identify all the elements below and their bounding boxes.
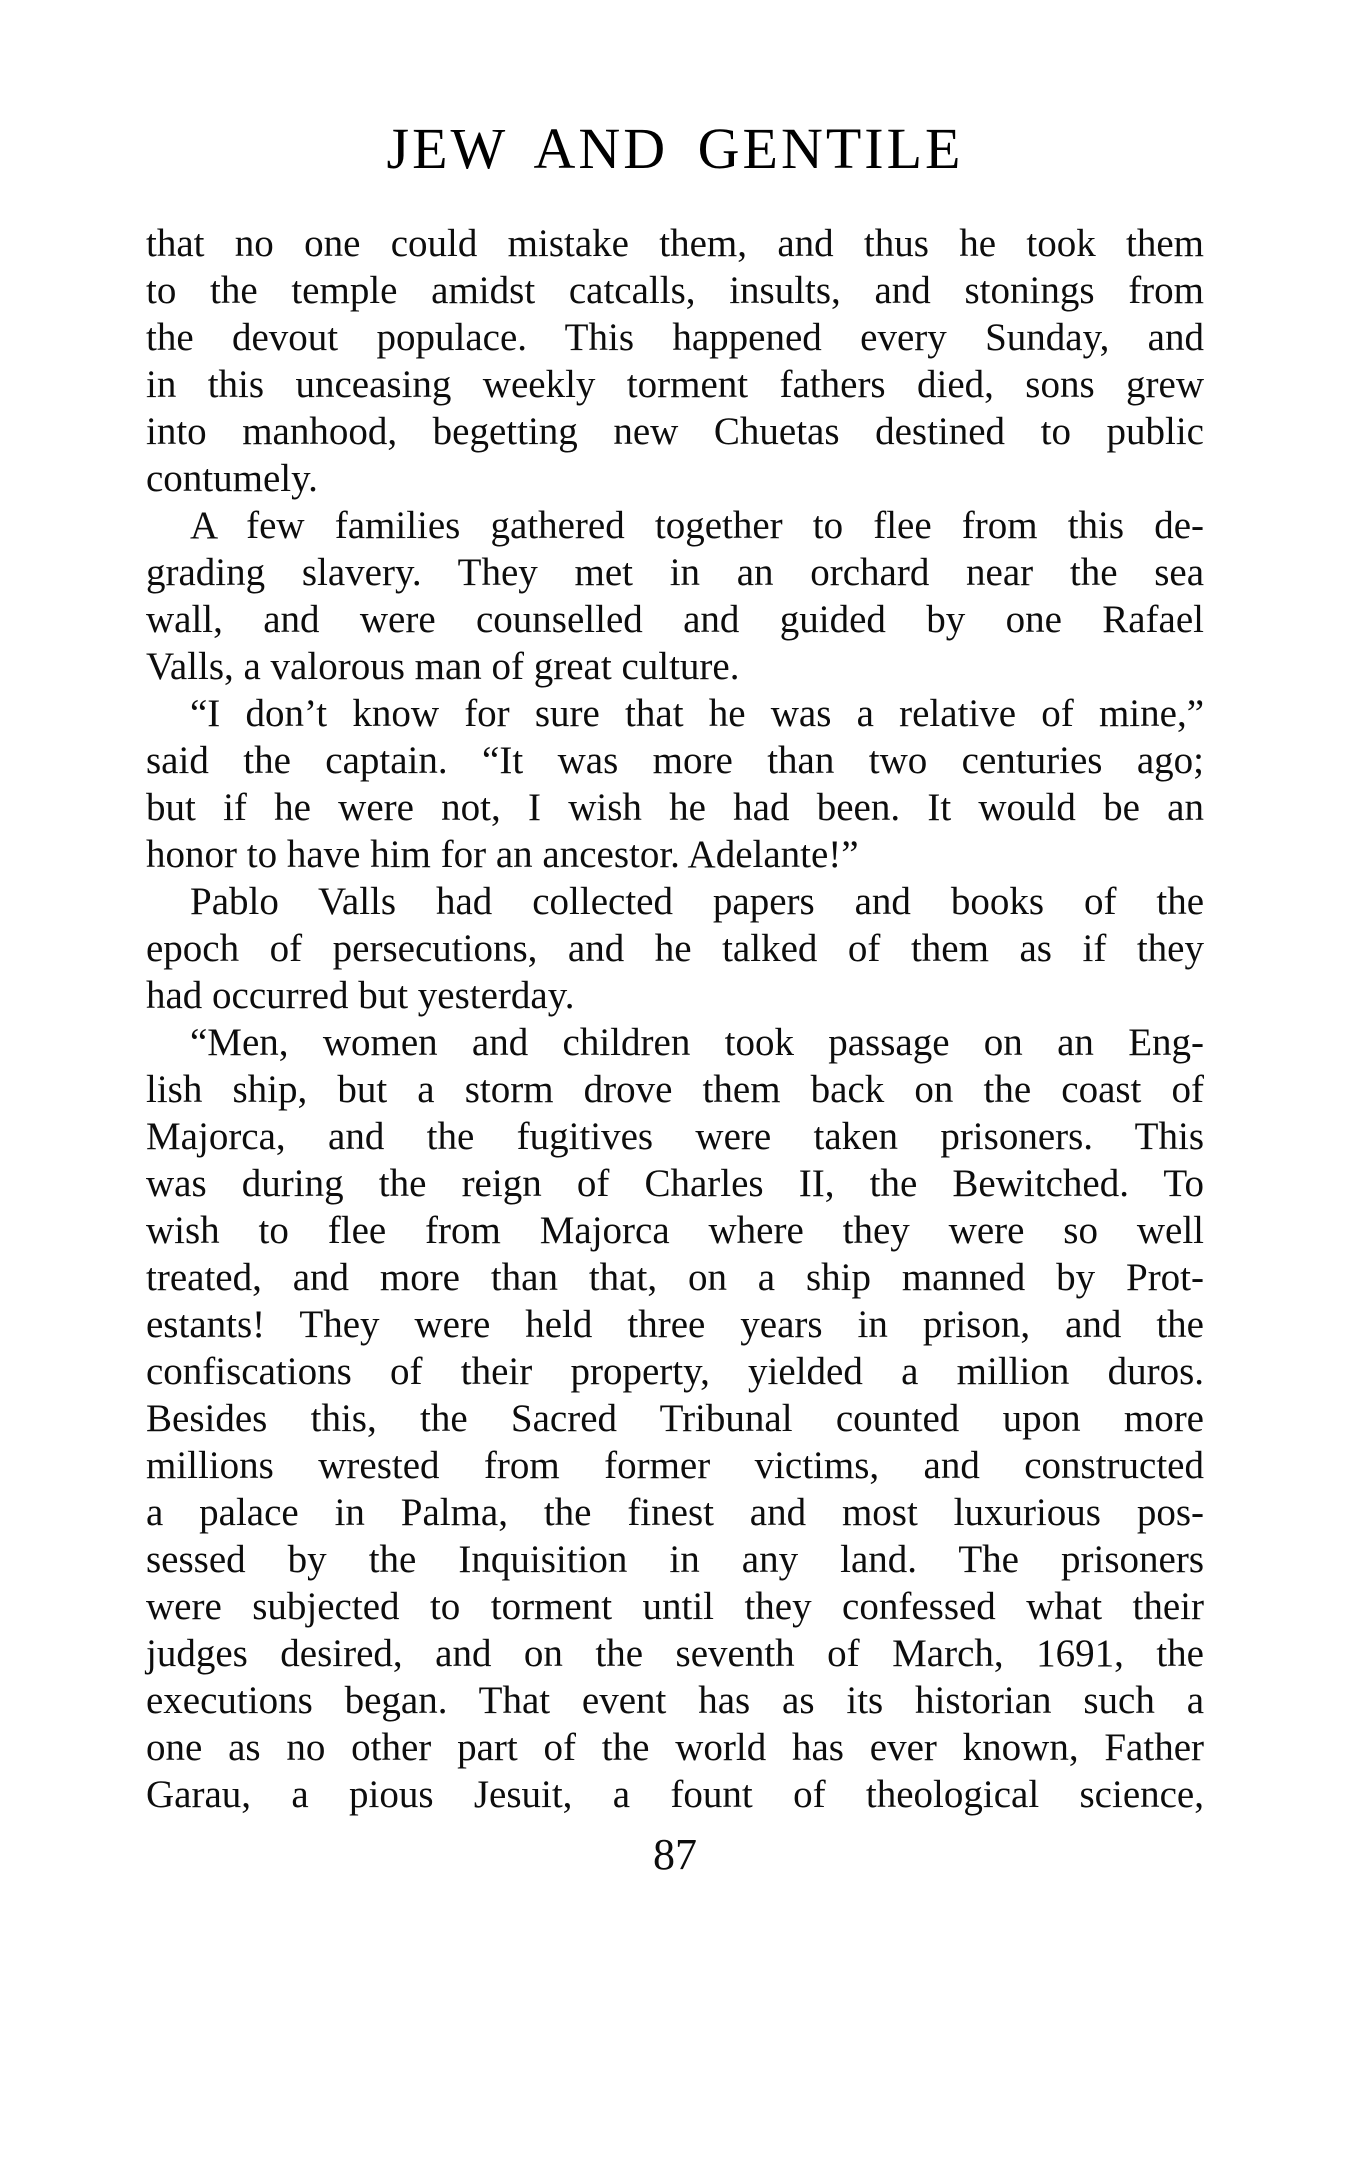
text-line: were subjected to torment until they confessed what their	[146, 1585, 1204, 1628]
text-line: said the captain. “It was more than two centuries ago;	[146, 739, 1204, 782]
paragraph	[146, 1019, 1204, 1818]
text-line: Garau, a pious Jesuit, a fount of theological science,	[146, 1773, 1204, 1816]
text-line: in this unceasing weekly torment fathers died, sons grew	[146, 363, 1204, 406]
text-line: grading slavery. They met in an orchard near the sea	[146, 551, 1204, 594]
text-line: the devout populace. This happened every Sunday, and	[146, 316, 1204, 359]
text-line: contumely.	[146, 457, 318, 500]
text-line: millions wrested from former victims, and constructed	[146, 1444, 1204, 1487]
text-line: judges desired, and on the seventh of March, 1691, the	[146, 1632, 1204, 1675]
text-line: wish to flee from Majorca where they were so well	[146, 1209, 1204, 1252]
text-line: honor to have him for an ancestor. Adelante!”	[146, 833, 859, 876]
paragraph	[146, 502, 1204, 690]
text-line: “I don’t know for sure that he was a relative of mine,”	[190, 692, 1204, 735]
text-line: wall, and were counselled and guided by one Rafael	[146, 598, 1204, 641]
text-line: A few families gathered together to flee from this de-	[190, 504, 1204, 547]
text-line: into manhood, begetting new Chuetas destined to public	[146, 410, 1204, 453]
text-line: had occurred but yesterday.	[146, 974, 575, 1017]
text-line: but if he were not, I wish he had been. It would be an	[146, 786, 1204, 829]
text-line: Pablo Valls had collected papers and books of the	[190, 880, 1204, 923]
text-line: executions began. That event has as its historian such a	[146, 1679, 1204, 1722]
paragraph	[146, 878, 1204, 1019]
text-line: Valls, a valorous man of great culture.	[146, 645, 740, 688]
text-line: a palace in Palma, the finest and most luxurious pos-	[146, 1491, 1204, 1534]
text-line: epoch of persecutions, and he talked of them as if they	[146, 927, 1204, 970]
text-line: sessed by the Inquisition in any land. The prisoners	[146, 1538, 1204, 1581]
text-line: one as no other part of the world has ever known, Father	[146, 1726, 1204, 1769]
page-title: JEW AND GENTILE	[386, 116, 964, 181]
text-line: Majorca, and the fugitives were taken prisoners. This	[146, 1115, 1204, 1158]
page-body	[146, 220, 1204, 1818]
text-line: confiscations of their property, yielded a million duros.	[146, 1350, 1204, 1393]
text-line: “Men, women and children took passage on an Eng-	[190, 1021, 1204, 1064]
text-column	[146, 116, 1204, 1880]
paragraph	[146, 220, 1204, 502]
text-line: lish ship, but a storm drove them back on the coast of	[146, 1068, 1204, 1111]
page-number: 87	[653, 1830, 697, 1879]
text-line: was during the reign of Charles II, the Bewitched. To	[146, 1162, 1204, 1205]
text-line: Besides this, the Sacred Tribunal counted upon more	[146, 1397, 1204, 1440]
text-line: treated, and more than that, on a ship manned by Prot-	[146, 1256, 1204, 1299]
text-line: that no one could mistake them, and thus he took them	[146, 222, 1204, 265]
text-line: to the temple amidst catcalls, insults, and stonings from	[146, 269, 1204, 312]
paragraph	[146, 690, 1204, 878]
text-line: estants! They were held three years in prison, and the	[146, 1303, 1204, 1346]
